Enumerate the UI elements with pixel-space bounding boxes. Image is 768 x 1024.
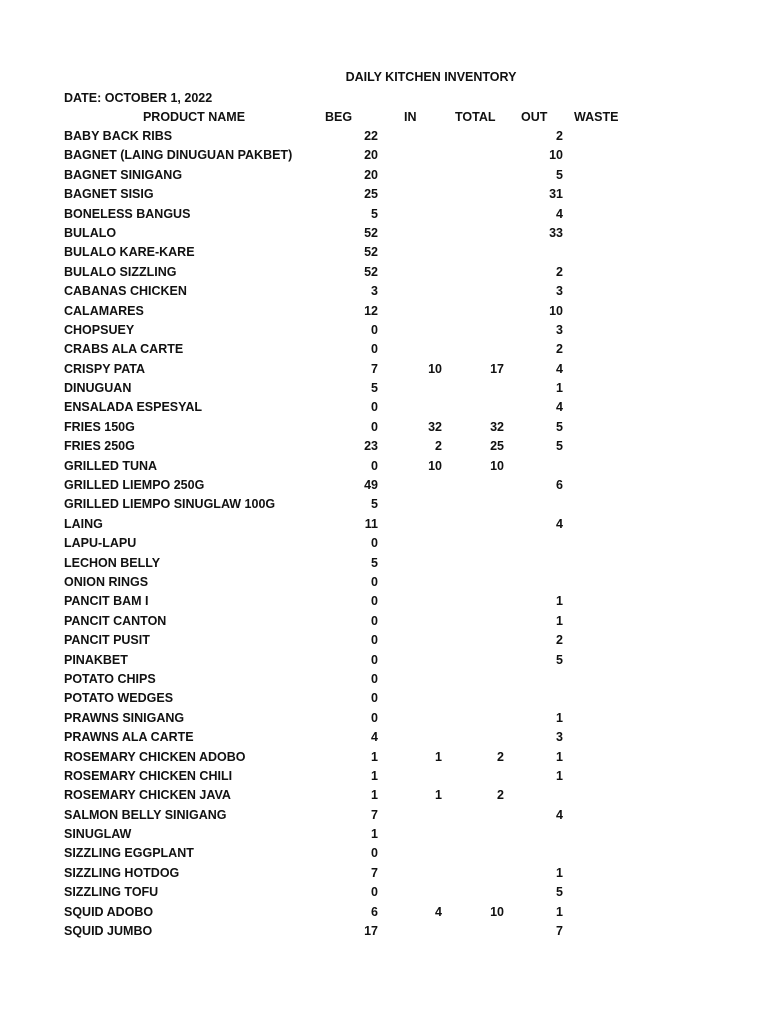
cell-out: 1 bbox=[556, 594, 563, 609]
cell-beg: 0 bbox=[371, 633, 378, 648]
cell-out: 4 bbox=[556, 516, 563, 531]
table-row bbox=[0, 360, 768, 379]
column-header-out: OUT bbox=[521, 110, 548, 124]
cell-name: DINUGUAN bbox=[64, 381, 132, 396]
cell-in: 1 bbox=[435, 749, 442, 764]
cell-name: PANCIT BAM I bbox=[64, 594, 149, 609]
cell-name: BAGNET (LAING DINUGUAN PAKBET) bbox=[64, 148, 293, 163]
cell-name: SALMON BELLY SINIGANG bbox=[64, 807, 227, 822]
cell-out: 10 bbox=[549, 303, 563, 318]
cell-name: SIZZLING EGGPLANT bbox=[64, 846, 194, 861]
cell-out: 6 bbox=[556, 478, 563, 493]
table-row bbox=[0, 883, 768, 902]
cell-beg: 1 bbox=[371, 827, 378, 842]
table-row bbox=[0, 166, 768, 185]
cell-out: 3 bbox=[556, 730, 563, 745]
cell-name: GRILLED TUNA bbox=[64, 458, 158, 473]
cell-name: ONION RINGS bbox=[64, 574, 149, 589]
cell-beg: 23 bbox=[364, 439, 378, 454]
cell-beg: 0 bbox=[371, 885, 378, 900]
cell-name: SQUID ADOBO bbox=[64, 904, 154, 919]
cell-beg: 1 bbox=[371, 788, 378, 803]
table-row bbox=[0, 903, 768, 922]
cell-name: CRISPY PATA bbox=[64, 361, 146, 376]
cell-name: PINAKBET bbox=[64, 652, 128, 667]
cell-name: CABANAS CHICKEN bbox=[64, 284, 187, 299]
cell-beg: 17 bbox=[364, 924, 378, 939]
cell-out: 33 bbox=[549, 225, 563, 240]
cell-beg: 7 bbox=[371, 807, 378, 822]
table-row bbox=[0, 243, 768, 262]
cell-beg: 5 bbox=[371, 497, 378, 512]
table-row bbox=[0, 437, 768, 456]
cell-beg: 0 bbox=[371, 342, 378, 357]
cell-out: 1 bbox=[556, 710, 563, 725]
table-row bbox=[0, 786, 768, 805]
table-row bbox=[0, 709, 768, 728]
cell-name: PANCIT PUSIT bbox=[64, 633, 150, 648]
table-row bbox=[0, 457, 768, 476]
column-header-beg: BEG bbox=[325, 110, 353, 124]
table-row bbox=[0, 185, 768, 204]
cell-name: PRAWNS ALA CARTE bbox=[64, 730, 194, 745]
cell-name: CALAMARES bbox=[64, 303, 144, 318]
table-row bbox=[0, 127, 768, 146]
cell-beg: 52 bbox=[364, 245, 378, 260]
page-title: DAILY KITCHEN INVENTORY bbox=[345, 70, 517, 84]
cell-out: 1 bbox=[556, 768, 563, 783]
cell-total: 10 bbox=[490, 904, 504, 919]
inventory-table-body bbox=[0, 127, 768, 941]
cell-name: POTATO WEDGES bbox=[64, 691, 174, 706]
cell-out: 5 bbox=[556, 167, 563, 182]
table-row bbox=[0, 321, 768, 340]
cell-beg: 11 bbox=[364, 516, 378, 531]
cell-beg: 0 bbox=[371, 594, 378, 609]
cell-name: BAGNET SISIG bbox=[64, 187, 154, 202]
table-row bbox=[0, 592, 768, 611]
cell-beg: 0 bbox=[371, 574, 378, 589]
cell-beg: 52 bbox=[364, 264, 378, 279]
column-header-total: TOTAL bbox=[455, 110, 496, 124]
cell-in: 10 bbox=[428, 361, 442, 376]
table-row bbox=[0, 922, 768, 941]
cell-beg: 49 bbox=[364, 478, 378, 493]
cell-out: 5 bbox=[556, 439, 563, 454]
table-row bbox=[0, 554, 768, 573]
cell-out: 4 bbox=[556, 206, 563, 221]
cell-beg: 7 bbox=[371, 865, 378, 880]
cell-name: LAPU-LAPU bbox=[64, 536, 137, 551]
cell-beg: 6 bbox=[371, 904, 378, 919]
cell-beg: 0 bbox=[371, 710, 378, 725]
cell-name: ROSEMARY CHICKEN CHILI bbox=[64, 768, 233, 783]
cell-beg: 0 bbox=[371, 652, 378, 667]
cell-out: 4 bbox=[556, 361, 563, 376]
cell-out: 31 bbox=[549, 187, 563, 202]
cell-out: 3 bbox=[556, 284, 563, 299]
cell-name: FRIES 250G bbox=[64, 439, 135, 454]
table-row bbox=[0, 224, 768, 243]
cell-beg: 5 bbox=[371, 555, 378, 570]
cell-beg: 0 bbox=[371, 419, 378, 434]
table-row bbox=[0, 476, 768, 495]
cell-name: POTATO CHIPS bbox=[64, 671, 156, 686]
cell-total: 17 bbox=[490, 361, 504, 376]
cell-name: SIZZLING HOTDOG bbox=[64, 865, 180, 880]
table-row bbox=[0, 651, 768, 670]
table-row bbox=[0, 146, 768, 165]
cell-out: 1 bbox=[556, 749, 563, 764]
cell-beg: 0 bbox=[371, 613, 378, 628]
cell-name: GRILLED LIEMPO 250G bbox=[64, 478, 205, 493]
table-row bbox=[0, 282, 768, 301]
table-row bbox=[0, 495, 768, 514]
cell-name: BABY BACK RIBS bbox=[64, 129, 173, 143]
table-row bbox=[0, 728, 768, 747]
cell-beg: 5 bbox=[371, 206, 378, 221]
table-row bbox=[0, 302, 768, 321]
cell-name: BAGNET SINIGANG bbox=[64, 167, 183, 182]
cell-name: SQUID JUMBO bbox=[64, 924, 153, 939]
table-row bbox=[0, 379, 768, 398]
cell-beg: 52 bbox=[364, 225, 378, 240]
table-row bbox=[0, 340, 768, 359]
table-row bbox=[0, 205, 768, 224]
cell-beg: 0 bbox=[371, 536, 378, 551]
cell-total: 10 bbox=[490, 458, 504, 473]
cell-name: PRAWNS SINIGANG bbox=[64, 710, 185, 725]
table-row bbox=[0, 844, 768, 863]
cell-name: CHOPSUEY bbox=[64, 322, 135, 337]
cell-name: GRILLED LIEMPO SINUGLAW 100G bbox=[64, 497, 276, 512]
cell-beg: 22 bbox=[364, 129, 378, 143]
cell-beg: 20 bbox=[364, 167, 378, 182]
cell-in: 1 bbox=[435, 788, 442, 803]
cell-out: 5 bbox=[556, 419, 563, 434]
cell-out: 3 bbox=[556, 322, 563, 337]
cell-beg: 1 bbox=[371, 768, 378, 783]
cell-name: LECHON BELLY bbox=[64, 555, 161, 570]
table-row bbox=[0, 748, 768, 767]
cell-out: 7 bbox=[556, 924, 563, 939]
cell-beg: 0 bbox=[371, 846, 378, 861]
cell-beg: 4 bbox=[371, 730, 378, 745]
cell-in: 4 bbox=[435, 904, 442, 919]
table-row bbox=[0, 515, 768, 534]
cell-name: LAING bbox=[64, 516, 103, 531]
table-row bbox=[0, 767, 768, 786]
cell-out: 1 bbox=[556, 381, 563, 396]
cell-out: 1 bbox=[556, 904, 563, 919]
cell-beg: 0 bbox=[371, 671, 378, 686]
table-row bbox=[0, 612, 768, 631]
cell-out: 2 bbox=[556, 633, 563, 648]
cell-out: 2 bbox=[556, 264, 563, 279]
cell-name: ROSEMARY CHICKEN ADOBO bbox=[64, 749, 246, 764]
cell-out: 5 bbox=[556, 652, 563, 667]
cell-beg: 0 bbox=[371, 691, 378, 706]
cell-name: BULALO bbox=[64, 225, 117, 240]
cell-in: 2 bbox=[435, 439, 442, 454]
cell-beg: 1 bbox=[371, 749, 378, 764]
table-row bbox=[0, 670, 768, 689]
table-row bbox=[0, 418, 768, 437]
cell-total: 25 bbox=[490, 439, 504, 454]
column-header-waste: WASTE bbox=[574, 110, 619, 124]
table-row bbox=[0, 398, 768, 417]
cell-in: 10 bbox=[428, 458, 442, 473]
cell-name: ENSALADA ESPESYAL bbox=[64, 400, 202, 415]
cell-out: 2 bbox=[556, 129, 563, 143]
table-row bbox=[0, 806, 768, 825]
cell-beg: 5 bbox=[371, 381, 378, 396]
cell-out: 1 bbox=[556, 613, 563, 628]
table-row bbox=[0, 689, 768, 708]
cell-beg: 20 bbox=[364, 148, 378, 163]
cell-beg: 0 bbox=[371, 322, 378, 337]
cell-beg: 3 bbox=[371, 284, 378, 299]
table-row bbox=[0, 825, 768, 844]
table-row bbox=[0, 631, 768, 650]
cell-out: 1 bbox=[556, 865, 563, 880]
cell-out: 5 bbox=[556, 885, 563, 900]
cell-name: SIZZLING TOFU bbox=[64, 885, 159, 900]
cell-total: 2 bbox=[497, 788, 504, 803]
cell-out: 4 bbox=[556, 807, 563, 822]
cell-name: SINUGLAW bbox=[64, 827, 132, 842]
cell-name: CRABS ALA CARTE bbox=[64, 342, 184, 357]
cell-beg: 0 bbox=[371, 458, 378, 473]
cell-out: 2 bbox=[556, 342, 563, 357]
table-row bbox=[0, 534, 768, 553]
cell-name: BULALO KARE-KARE bbox=[64, 245, 195, 260]
cell-beg: 25 bbox=[364, 187, 378, 202]
cell-name: PANCIT CANTON bbox=[64, 613, 167, 628]
cell-beg: 7 bbox=[371, 361, 378, 376]
table-row bbox=[0, 573, 768, 592]
cell-name: ROSEMARY CHICKEN JAVA bbox=[64, 788, 231, 803]
cell-name: BULALO SIZZLING bbox=[64, 264, 177, 279]
table-row bbox=[0, 263, 768, 282]
inventory-date: DATE: OCTOBER 1, 2022 bbox=[64, 91, 213, 105]
cell-out: 10 bbox=[549, 148, 563, 163]
column-header-in: IN bbox=[404, 110, 417, 124]
cell-in: 32 bbox=[428, 419, 442, 434]
cell-beg: 0 bbox=[371, 400, 378, 415]
cell-out: 4 bbox=[556, 400, 563, 415]
cell-total: 2 bbox=[497, 749, 504, 764]
cell-beg: 12 bbox=[364, 303, 378, 318]
column-header-product: PRODUCT NAME bbox=[142, 110, 246, 124]
cell-name: FRIES 150G bbox=[64, 419, 135, 434]
cell-total: 32 bbox=[490, 419, 504, 434]
cell-name: BONELESS BANGUS bbox=[64, 206, 191, 221]
table-row bbox=[0, 864, 768, 883]
